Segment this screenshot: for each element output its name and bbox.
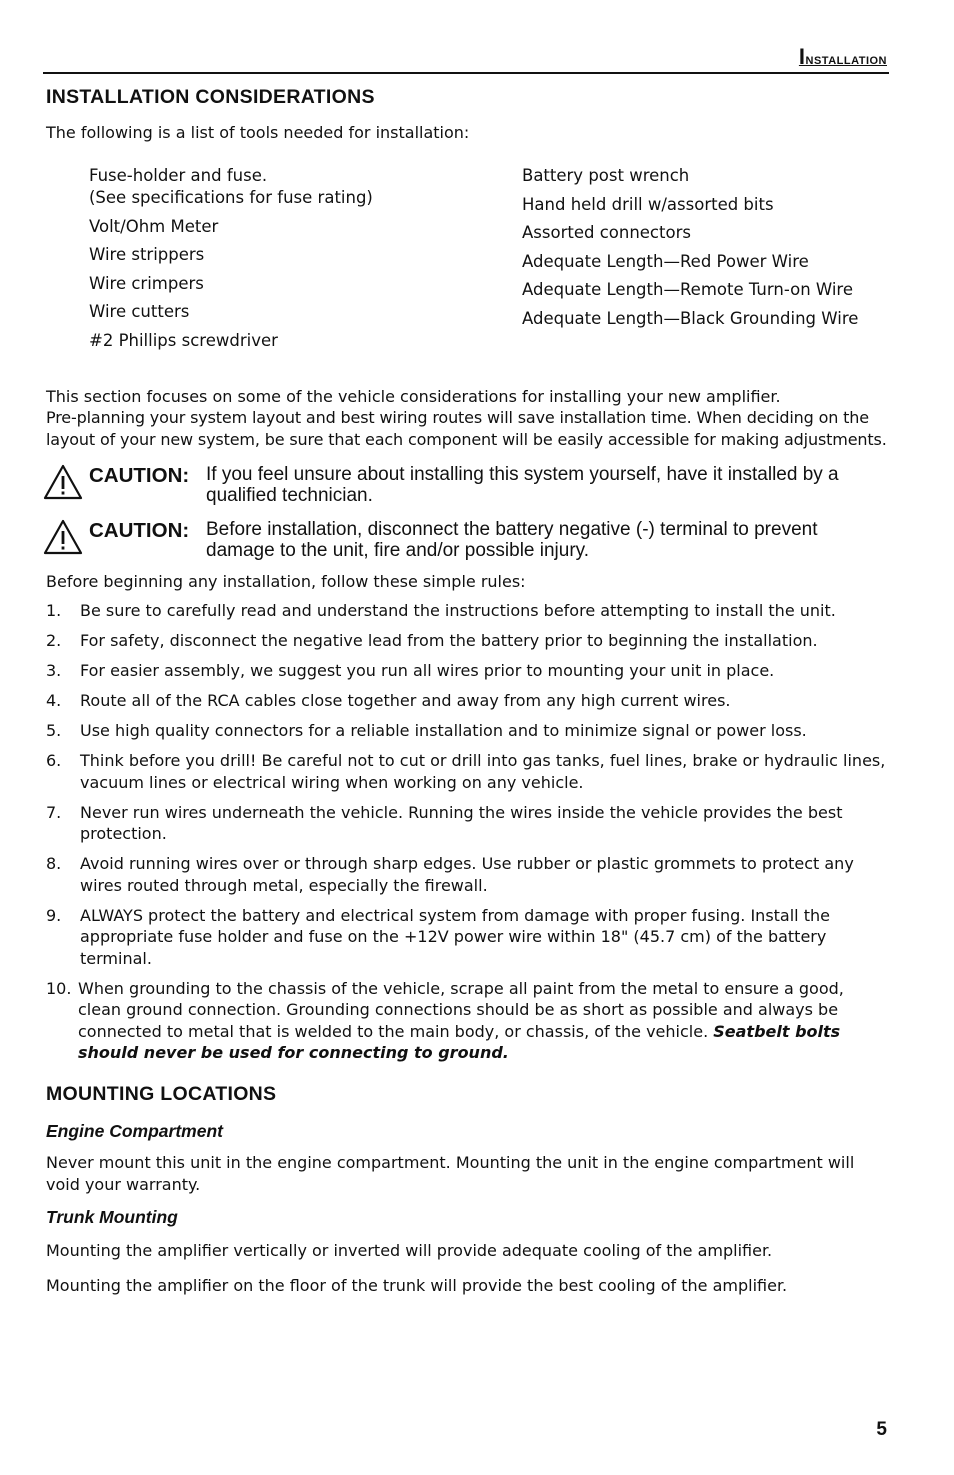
page-header bbox=[43, 40, 889, 74]
rules-list bbox=[46, 600, 891, 1072]
engine-paragraph: Never mount this unit in the engine compartment. Mounting the unit in the engine compartment will void your warranty. bbox=[46, 1153, 855, 1194]
list-item: 5. Use high quality connectors for a reliable installation and to minimize signal or power loss. bbox=[46, 721, 807, 740]
section-heading-considerations: INSTALLATION CONSIDERATIONS bbox=[46, 86, 375, 108]
warning-triangle-icon bbox=[43, 519, 83, 555]
caution-label: CAUTION: bbox=[89, 519, 190, 542]
trunk-paragraph-2: Mounting the amplifier on the floor of the trunk will provide the best cooling of the amplifier. bbox=[46, 1276, 788, 1295]
warning-triangle-icon bbox=[43, 464, 83, 500]
list-item: 3. For easier assembly, we suggest you run all wires prior to mounting your unit in place. bbox=[46, 661, 775, 680]
trunk-paragraph-1: Mounting the amplifier vertically or inverted will provide adequate cooling of the amplifier. bbox=[46, 1241, 773, 1260]
tools-list-left bbox=[89, 165, 509, 358]
subheading-trunk: Trunk Mounting bbox=[46, 1207, 178, 1227]
list-item: 10. When grounding to the chassis of the vehicle, scrape all paint from the metal to ensure a good, clean ground connection. Grounding connections should be as short as possible and always be connected to metal that is welded to the main body, or chassis, of the vehicle. Seatbelt bolts should never be used for connecting to ground. bbox=[46, 978, 844, 1062]
tool-item: Wire cutters bbox=[89, 302, 190, 321]
header-title: Installation bbox=[798, 44, 887, 69]
emphasis-text: Seatbelt bolts should never be used for connecting to ground. bbox=[78, 1021, 841, 1062]
tool-item: Wire strippers bbox=[89, 245, 205, 264]
list-item: 4. Route all of the RCA cables close together and away from any high current wires. bbox=[46, 691, 731, 710]
section-paragraph-2: Pre-planning your system layout and best wiring routes will save installation time. When deciding on the layout of your new system, be sure that each component will be easily accessible for making adjustments. bbox=[46, 408, 887, 449]
rules-intro: Before beginning any installation, follow these simple rules: bbox=[46, 572, 526, 591]
tool-item: Hand held drill w/assorted bits bbox=[522, 194, 774, 214]
tools-list-right bbox=[522, 165, 902, 336]
tool-item: Adequate Length—Black Grounding Wire bbox=[522, 308, 859, 328]
tool-item: Assorted connectors bbox=[522, 223, 691, 242]
list-item: 9. ALWAYS protect the battery and electrical system from damage with proper fusing. Install the appropriate fuse holder and fuse on the +12V power wire within 18" (45.7 cm) of the battery terminal. bbox=[46, 905, 830, 968]
subheading-engine: Engine Compartment bbox=[46, 1121, 223, 1141]
section-heading-mounting: MOUNTING LOCATIONS bbox=[46, 1083, 277, 1105]
caution-block-1 bbox=[43, 464, 893, 510]
tool-item: Adequate Length—Red Power Wire bbox=[522, 251, 809, 271]
list-item: 2. For safety, disconnect the negative lead from the battery prior to beginning the installation. bbox=[46, 631, 818, 650]
caution-text: If you feel unsure about installing this system yourself, have it installed by a qualified technician. bbox=[206, 464, 839, 506]
tool-item: Volt/Ohm Meter bbox=[89, 216, 219, 236]
list-item: 6. Think before you drill! Be careful not to cut or drill into gas tanks, fuel lines, brake or hydraulic lines, vacuum lines or electrical wiring when working on any vehicle. bbox=[46, 751, 886, 792]
list-item: 7. Never run wires underneath the vehicle. Running the wires inside the vehicle provides the best protection. bbox=[46, 802, 843, 843]
caution-block-2 bbox=[43, 519, 893, 565]
caution-label: CAUTION: bbox=[89, 464, 190, 487]
page-number: 5 bbox=[876, 1419, 887, 1440]
tool-item: Battery post wrench bbox=[522, 166, 690, 185]
list-item: 8. Avoid running wires over or through sharp edges. Use rubber or plastic grommets to protect any wires routed through metal, especially the firewall. bbox=[46, 854, 854, 895]
tool-item: Fuse-holder and fuse. (See specifications for fuse rating) bbox=[89, 166, 373, 207]
section-paragraph-1: This section focuses on some of the vehicle considerations for installing your new amplifier. bbox=[46, 387, 781, 406]
tools-intro: The following is a list of tools needed for installation: bbox=[46, 123, 470, 142]
list-item: 1. Be sure to carefully read and understand the instructions before attempting to install the unit. bbox=[46, 601, 836, 620]
tool-item: #2 Phillips screwdriver bbox=[89, 330, 278, 350]
caution-text: Before installation, disconnect the battery negative (-) terminal to prevent damage to the unit, fire and/or possible injury. bbox=[206, 519, 818, 561]
tool-item: Wire crimpers bbox=[89, 273, 204, 293]
tool-item: Adequate Length—Remote Turn-on Wire bbox=[522, 280, 853, 299]
